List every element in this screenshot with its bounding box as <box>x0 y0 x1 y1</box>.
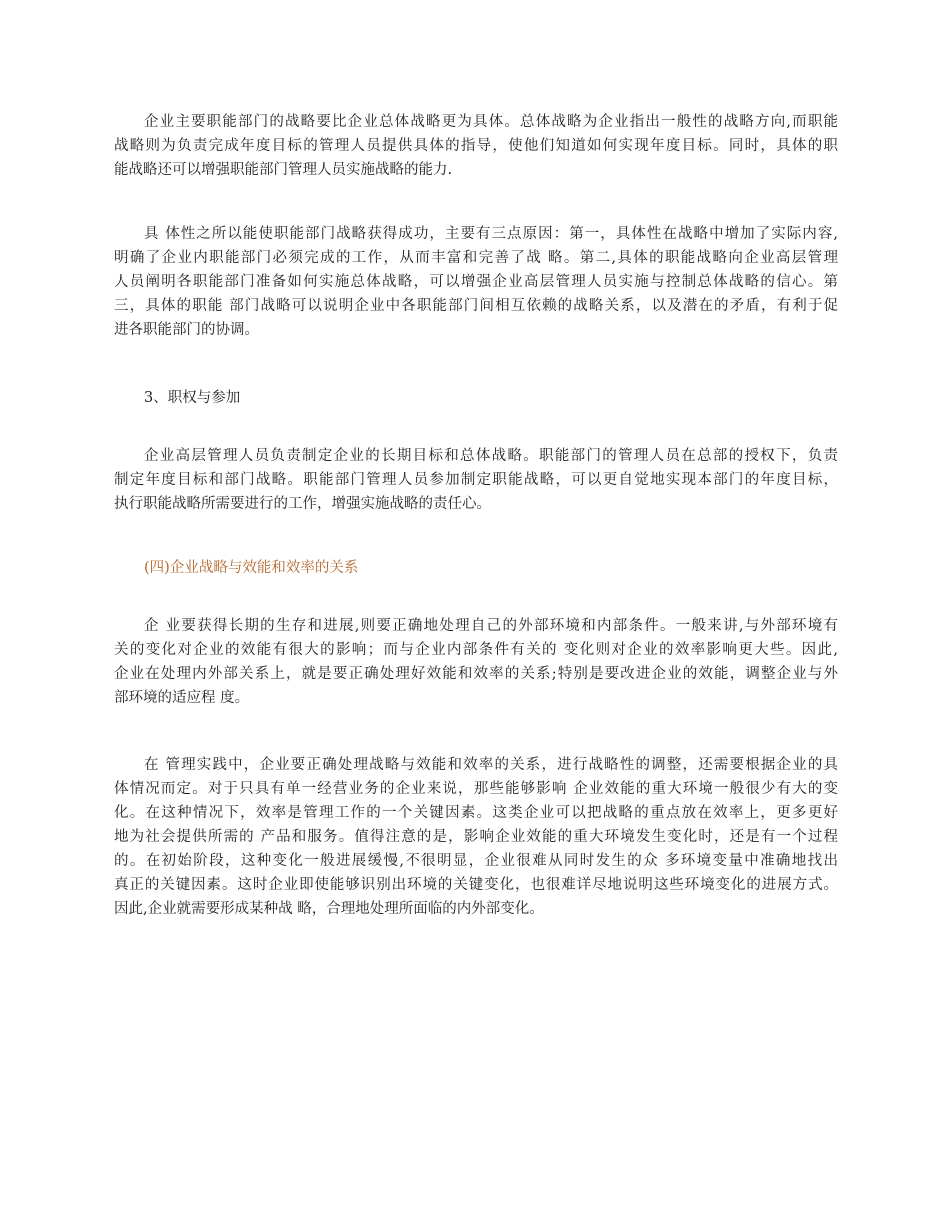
text-line: 在 管理实践中，企业要正确处理战略与效能和效率的关系，进行战略性的调整，还需要根据企业的具 <box>144 757 838 773</box>
text-line: 具 体性之所以能使职能部门战略获得成功，主要有三点原因：第一，具体性在战略中增加了实际内容, <box>144 226 838 242</box>
text-line: 化。在这种情况下，效率是管理工作的一个关键因素。这类企业可以把战略的重点放在效率上，更多更好 <box>114 805 838 821</box>
text-line: 进各职能部门的协调。 <box>114 322 259 338</box>
paragraph-three-reasons <box>114 222 838 342</box>
text-line: 企业高层管理人员负责制定企业的长期目标和总体战略。职能部门的管理人员在总部的授权下，负责 <box>144 448 838 464</box>
text-line: 真正的关键因素。这时企业即使能够识别出环境的关键变化，也很难详尽地说明这些环境变化的进展方式。 <box>114 877 838 893</box>
text-line: 因此,企业就需要形成某种战 略，合理地处理所面临的内外部变化。 <box>114 901 544 917</box>
text-line: 部环境的适应程 度。 <box>114 690 250 706</box>
text-line: 制定年度目标和部门战略。职能部门管理人员参加制定职能战略，可以更自觉地实现本部门的年度目标， <box>114 472 838 488</box>
text-line: 企业主要职能部门的战略要比企业总体战略更为具体。总体战略为企业指出一般性的战略方向,而职能 <box>144 114 838 130</box>
paragraph-functional-strategy-specificity <box>114 110 838 182</box>
text-line: 战略则为负责完成年度目标的管理人员提供具体的指导，使他们知道如何实现年度目标。同时，具体的职 <box>114 138 838 154</box>
text-line: 明确了企业内职能部门必须完成的工作，从而丰富和完善了战 略。第二,具体的职能战略向企业高层管理 <box>114 250 838 266</box>
text-line: 体情况而定。对于只具有单一经营业务的企业来说，那些能够影响 企业效能的重大环境一般很少有大的变 <box>114 781 838 797</box>
text-line: 企业在处理内外部关系上，就是要正确处理好效能和效率的关系;特别是要改进企业的效能，调整企业与外 <box>114 666 838 682</box>
text-line: 能战略还可以增强职能部门管理人员实施战略的能力. <box>114 162 453 178</box>
section-heading-strategy-effectiveness-efficiency: (四)企业战略与效能和效率的关系 <box>144 560 359 576</box>
paragraph-authority-participation <box>114 444 838 516</box>
text-line: 的。在初始阶段，这种变化一般进展缓慢,不很明显，企业很难从同时发生的众 多环境变量中准确地找出 <box>114 853 838 869</box>
text-line: 企 业要获得长期的生存和进展,则要正确地处理自己的外部环境和内部条件。一般来讲,与外部环境有 <box>144 618 838 634</box>
paragraph-external-internal-environment <box>114 614 838 710</box>
text-line: 三，具体的职能 部门战略可以说明企业中各职能部门间相互依赖的战略关系，以及潜在的矛盾，有利于促 <box>114 298 838 314</box>
text-line: 执行职能战略所需要进行的工作，增强实施战略的责任心。 <box>114 496 491 512</box>
text-line: 地为社会提供所需的 产品和服务。值得注意的是，影响企业效能的重大环境发生变化时，还是有一个过程 <box>114 829 838 845</box>
paragraph-management-practice <box>114 753 838 921</box>
section-heading-authority-participation: 3、职权与参加 <box>144 390 241 406</box>
text-line: 人员阐明各职能部门准备如何实施总体战略，可以增强企业高层管理人员实施与控制总体战略的信心。第 <box>114 274 838 290</box>
text-line: 关的变化对企业的效能有很大的影响；而与企业内部条件有关的 变化则对企业的效率影响更大些。因此, <box>114 642 838 658</box>
